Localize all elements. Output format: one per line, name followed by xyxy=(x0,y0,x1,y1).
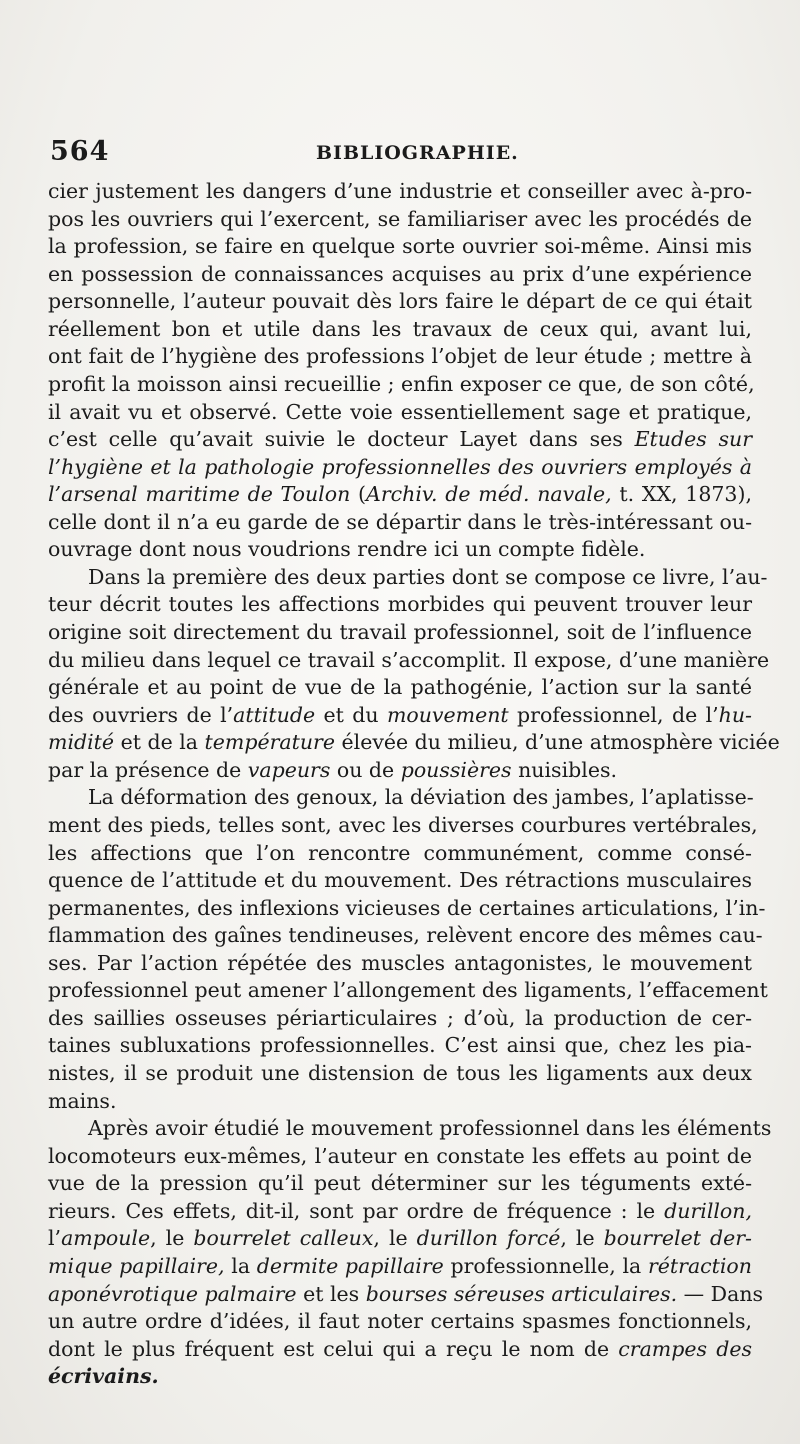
text-run: teur décrit toutes les affections morbides qui peuvent trouver leur xyxy=(48,592,752,617)
text-run: mains. xyxy=(48,1088,117,1113)
italic-text: hu- xyxy=(718,702,752,727)
italic-text: ampoule xyxy=(61,1226,151,1251)
italic-text: Etudes sur xyxy=(634,427,752,452)
italic-text: bourrelet der- xyxy=(603,1226,752,1251)
text-run: , le xyxy=(373,1226,417,1251)
text-line xyxy=(48,1336,752,1364)
text-run: ont fait de l’hygiène des professions l’objet de leur étude ; mettre à xyxy=(48,344,752,369)
text-run: dont le plus fréquent est celui qui a reçu le nom de xyxy=(48,1336,619,1361)
text-run: des saillies osseuses périarticulaires ; d’où, la production de cer- xyxy=(48,1005,752,1030)
text-run: quence de l’attitude et du mouvement. Des rétractions musculaires xyxy=(48,868,752,893)
text-run: cier justement les dangers d’une industrie et conseiller avec à-pro- xyxy=(48,179,752,203)
text-run: Dans la première des deux parties dont se compose ce livre, l’au- xyxy=(88,564,768,589)
text-run: personnelle, l’auteur pouvait dès lors faire le départ de ce qui était xyxy=(48,289,752,314)
text-line xyxy=(48,454,752,482)
text-line xyxy=(48,1032,752,1060)
text-line xyxy=(48,757,752,785)
italic-text: bourrelet calleux xyxy=(193,1226,374,1251)
text-line xyxy=(48,1225,752,1253)
italic-text: aponévrotique palmaire xyxy=(48,1281,297,1306)
text-run: rieurs. Ces effets, dit-il, sont par ordre de fréquence : le xyxy=(48,1198,665,1223)
text-run: origine soit directement du travail professionnel, soit de l’influence xyxy=(48,620,752,644)
text-line xyxy=(48,895,766,923)
italic-text: l’arsenal maritime de Toulon xyxy=(48,482,351,507)
italic-text: rétraction xyxy=(647,1253,752,1278)
italic-text: l’hygiène et la pathologie professionnelles des ouvriers employés à xyxy=(48,454,752,479)
italic-text: dermite papillaire xyxy=(256,1253,444,1278)
text-run: professionnelle, la xyxy=(443,1253,648,1278)
italic-text: écrivains. xyxy=(48,1364,159,1389)
text-run: du milieu dans lequel ce travail s’accomplit. Il expose, d’une manière xyxy=(48,647,770,672)
text-line xyxy=(48,1088,752,1116)
text-line xyxy=(48,950,752,978)
text-run: taines subluxations professionnelles. C’est ainsi que, chez les pia- xyxy=(48,1033,752,1058)
text-run: professionnel, de l’ xyxy=(508,702,719,727)
text-line xyxy=(48,840,752,868)
text-line xyxy=(48,922,763,950)
italic-text: poussières xyxy=(400,757,512,782)
text-run: vue de la pression qu’il peut déterminer sur les téguments exté- xyxy=(48,1171,752,1196)
text-line xyxy=(48,343,752,371)
text-run: la xyxy=(224,1253,257,1278)
text-line xyxy=(48,371,755,399)
text-run: élevée du milieu, d’une atmosphère viciée xyxy=(334,730,780,755)
text-line xyxy=(48,261,752,289)
text-run: pos les ouvriers qui l’exercent, se familiariser avec les procédés de xyxy=(48,206,752,231)
text-run: ses. Par l’action répétée des muscles antagonistes, le mouvement xyxy=(48,950,752,975)
text-run: nuisibles. xyxy=(511,757,617,782)
text-line xyxy=(48,1253,752,1281)
text-line xyxy=(48,729,780,757)
text-line xyxy=(48,1170,752,1198)
text-line xyxy=(48,812,758,840)
text-line xyxy=(48,509,752,537)
text-run: il avait vu et observé. Cette voie essentiellement sage et pratique, xyxy=(48,399,752,424)
text-line xyxy=(48,977,768,1005)
text-line xyxy=(48,1363,752,1391)
text-line xyxy=(48,702,752,730)
text-line xyxy=(48,316,752,344)
italic-text: mouvement xyxy=(386,702,509,727)
text-run: La déformation des genoux, la déviation des jambes, l’aplatisse- xyxy=(88,785,754,810)
text-run: professionnel peut amener l’allongement des ligaments, l’effacement xyxy=(48,978,768,1003)
text-line xyxy=(48,536,752,564)
text-line xyxy=(48,288,752,316)
text-run: ( xyxy=(350,482,367,507)
text-line xyxy=(48,784,752,812)
text-run: ou de xyxy=(330,757,401,782)
text-line xyxy=(48,1143,752,1171)
text-run: par la présence de xyxy=(48,757,248,782)
italic-text: vapeurs xyxy=(247,757,331,782)
italic-text: durillon forcé xyxy=(416,1226,561,1251)
text-run: réellement bon et utile dans les travaux de ceux qui, avant lui, xyxy=(48,316,752,341)
running-head: BIBLIOGRAPHIE. xyxy=(316,142,519,164)
text-run: la profession, se faire en quelque sorte ouvrier soi-même. Ainsi mis xyxy=(48,234,752,259)
text-run: ouvrage dont nous voudrions rendre ici un compte fidèle. xyxy=(48,537,646,562)
italic-text: midité xyxy=(48,730,115,755)
text-line xyxy=(48,233,752,261)
text-run: Après avoir étudié le mouvement professionnel dans les éléments xyxy=(88,1116,772,1141)
italic-text: crampes des xyxy=(618,1336,752,1361)
italic-text: température xyxy=(204,730,335,755)
text-line xyxy=(48,481,752,509)
text-line xyxy=(48,619,752,647)
text-run: nistes, il se produit une distension de tous les ligaments aux deux xyxy=(48,1061,752,1085)
text-run: un autre ordre d’idées, il faut noter certains spasmes fonctionnels, xyxy=(48,1309,752,1334)
text-run: et de la xyxy=(114,730,205,755)
text-run: celle dont il n’a eu garde de se départir dans le très-intéressant ou- xyxy=(48,509,752,534)
text-line xyxy=(48,399,752,427)
text-line xyxy=(48,674,752,702)
text-run: permanentes, des inflexions vicieuses de certaines articulations, l’in- xyxy=(48,895,766,920)
page-header xyxy=(50,136,752,172)
text-run: profit la moisson ainsi recueillie ; enfin exposer ce que, de son côté, xyxy=(48,371,755,396)
text-run: les affections que l’on rencontre communément, comme consé- xyxy=(48,840,752,865)
text-line xyxy=(48,1060,752,1088)
text-run: et du xyxy=(315,702,387,727)
text-run: ment des pieds, telles sont, avec les diverses courbures vertébrales, xyxy=(48,812,758,837)
italic-text: mique papillaire, xyxy=(48,1253,225,1278)
page-number: 564 xyxy=(50,136,110,167)
text-line xyxy=(48,591,752,619)
text-line xyxy=(48,1115,772,1143)
text-line xyxy=(48,178,752,206)
text-run: — Dans xyxy=(677,1281,764,1306)
text-line xyxy=(48,564,768,592)
text-run: t. XX, 1873), xyxy=(611,482,752,507)
text-run: l’ xyxy=(48,1226,62,1251)
text-line xyxy=(48,647,770,675)
text-line xyxy=(48,1308,752,1336)
text-line xyxy=(48,1005,752,1033)
italic-text: durillon, xyxy=(664,1198,752,1223)
text-line xyxy=(48,206,752,234)
text-line xyxy=(48,426,752,454)
italic-text: bourses séreuses articulaires. xyxy=(365,1281,678,1306)
text-run: en possession de connaissances acquises au prix d’une expérience xyxy=(48,261,752,286)
body-text xyxy=(48,178,780,1391)
text-run: locomoteurs eux-mêmes, l’auteur en constate les effets au point de xyxy=(48,1143,752,1168)
text-run: générale et au point de vue de la pathogénie, l’action sur la santé xyxy=(48,675,752,700)
italic-text: Archiv. de méd. navale, xyxy=(366,482,612,507)
text-run: des ouvriers de l’ xyxy=(48,702,234,727)
text-run: et les xyxy=(296,1281,366,1306)
text-run: , le xyxy=(560,1226,604,1251)
text-line xyxy=(48,1198,752,1226)
text-run: flammation des gaînes tendineuses, relèvent encore des mêmes cau- xyxy=(48,923,763,948)
text-line xyxy=(48,867,752,895)
italic-text: attitude xyxy=(233,702,316,727)
text-run: , le xyxy=(150,1226,194,1251)
text-line xyxy=(48,1281,764,1309)
text-run: c’est celle qu’avait suivie le docteur Layet dans ses xyxy=(48,427,635,452)
